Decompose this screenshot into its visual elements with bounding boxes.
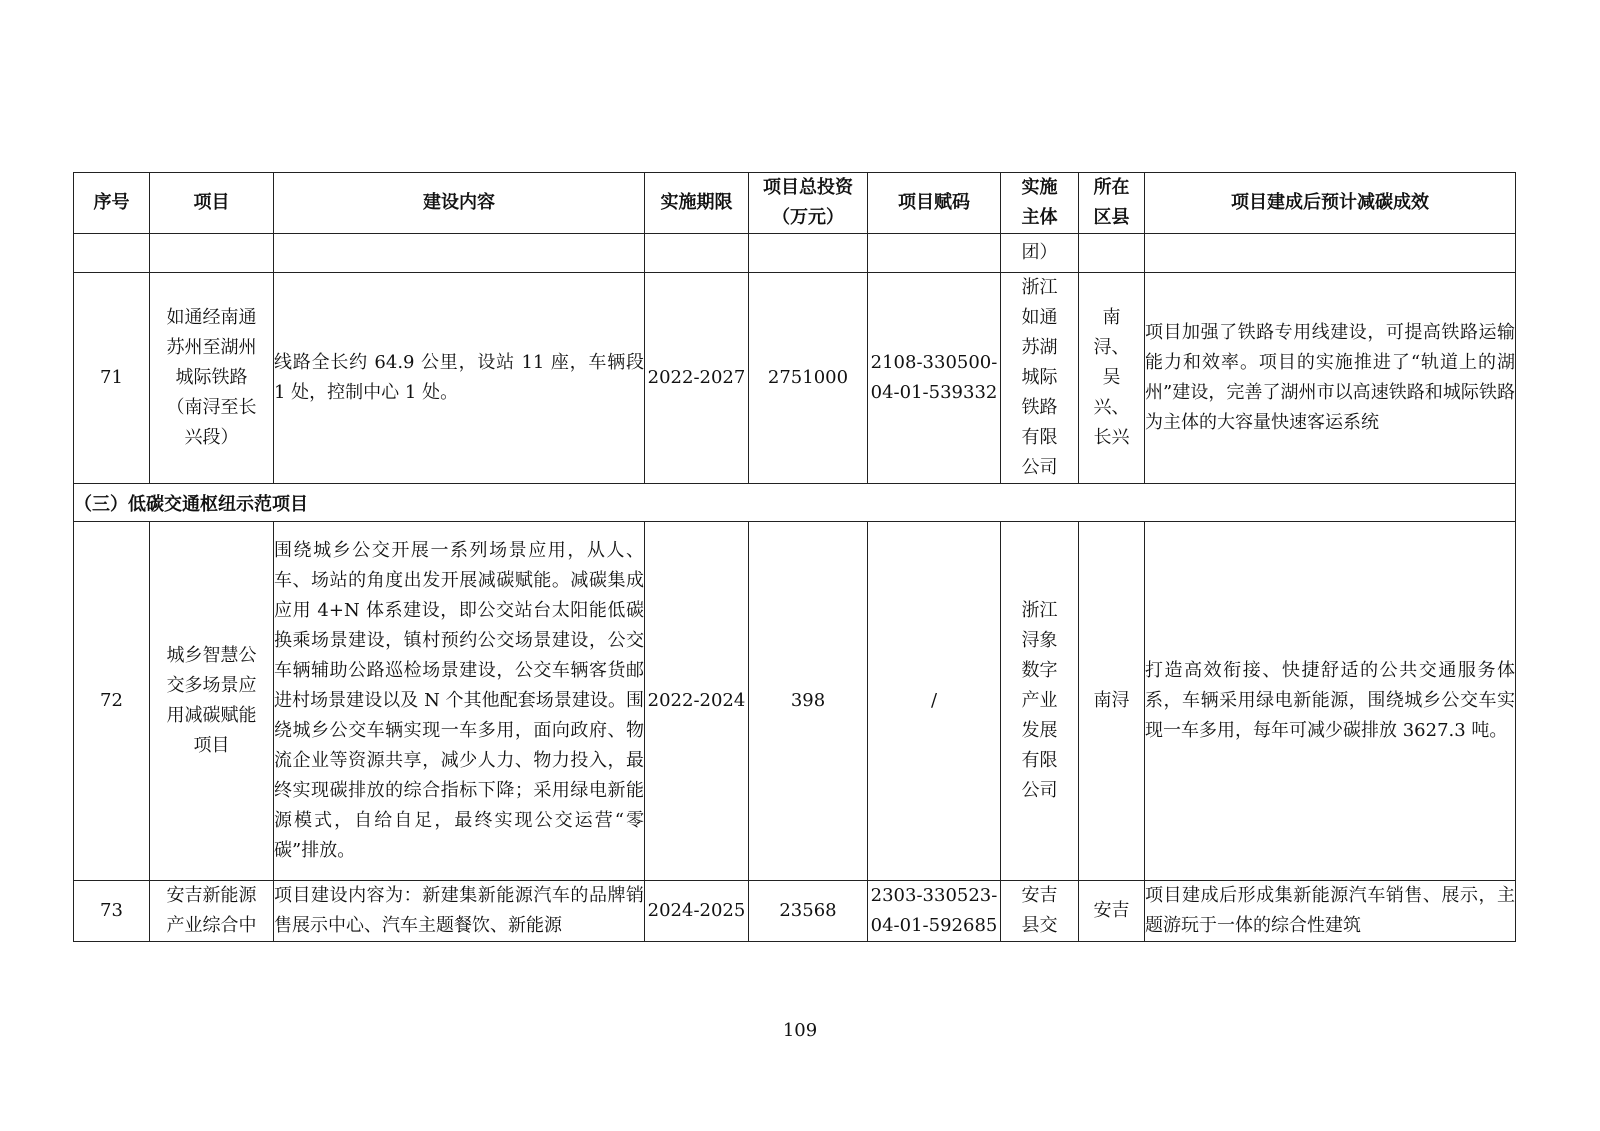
header-project: 项目: [150, 173, 274, 234]
row-district: 南 浔、 吴 兴、 长兴: [1079, 273, 1145, 484]
header-effect: 项目建成后预计减碳成效: [1145, 173, 1516, 234]
row-code: 2108-330500- 04-01-539332: [868, 273, 1001, 484]
entity-tail: 团）: [1001, 234, 1079, 273]
row-project: 安吉新能源 产业综合中: [150, 881, 274, 942]
row-period: 2022-2027: [645, 273, 749, 484]
row-code: /: [868, 522, 1001, 881]
row-investment: 398: [749, 522, 868, 881]
row-content: 线路全长约 64.9 公里，设站 11 座，车辆段 1 处，控制中心 1 处。: [274, 273, 645, 484]
header-period: 实施期限: [645, 173, 749, 234]
row-project: 城乡智慧公 交多场景应 用减碳赋能 项目: [150, 522, 274, 881]
row-effect: 项目加强了铁路专用线建设，可提高铁路运输能力和效率。项目的实施推进了“轨道上的湖州”建设，完善了湖州市以高速铁路和城际铁路为主体的大容量快速客运系统: [1145, 273, 1516, 484]
row-entity: 浙江 浔象 数字 产业 发展 有限 公司: [1001, 522, 1079, 881]
header-investment: 项目总投资 （万元）: [749, 173, 868, 234]
project-table: [73, 172, 1516, 942]
empty-cell: [1079, 234, 1145, 273]
row-entity: 安吉 县交: [1001, 881, 1079, 942]
row-no: 71: [74, 273, 150, 484]
empty-cell: [645, 234, 749, 273]
continuation-row: [74, 234, 1516, 273]
header-code: 项目赋码: [868, 173, 1001, 234]
section-row: [74, 484, 1516, 522]
header-no: 序号: [74, 173, 150, 234]
table-header-row: [74, 173, 1516, 234]
header-entity: 实施 主体: [1001, 173, 1079, 234]
table-row: [74, 881, 1516, 942]
empty-cell: [868, 234, 1001, 273]
row-investment: 23568: [749, 881, 868, 942]
row-period: 2024-2025: [645, 881, 749, 942]
row-investment: 2751000: [749, 273, 868, 484]
row-content: 项目建设内容为：新建集新能源汽车的品牌销售展示中心、汽车主题餐饮、新能源: [274, 881, 645, 942]
empty-cell: [274, 234, 645, 273]
header-content: 建设内容: [274, 173, 645, 234]
empty-cell: [150, 234, 274, 273]
empty-cell: [1145, 234, 1516, 273]
row-no: 73: [74, 881, 150, 942]
row-district: 安吉: [1079, 881, 1145, 942]
row-district: 南浔: [1079, 522, 1145, 881]
row-content: 围绕城乡公交开展一系列场景应用，从人、车、场站的角度出发开展减碳赋能。减碳集成应用 4+N 体系建设，即公交站台太阳能低碳换乘场景建设，镇村预约公交场景建设，公交车辆辅助公路巡检场景建设，公交车辆客货邮进村场景建设以及 N 个其他配套场景建设。围绕城乡公交车辆实现一车多用，面向政府、物流企业等资源共享，减少人力、物力投入，最终实现碳排放的综合指标下降；采用绿电新能源模式，自给自足，最终实现公交运营“零碳”排放。: [274, 522, 645, 881]
row-project: 如通经南通 苏州至湖州 城际铁路 （南浔至长 兴段）: [150, 273, 274, 484]
row-period: 2022-2024: [645, 522, 749, 881]
empty-cell: [749, 234, 868, 273]
table-row: [74, 273, 1516, 484]
row-effect: 打造高效衔接、快捷舒适的公共交通服务体系，车辆采用绿电新能源，围绕城乡公交车实现一车多用，每年可减少碳排放 3627.3 吨。: [1145, 522, 1516, 881]
table-row: [74, 522, 1516, 881]
row-code: 2303-330523- 04-01-592685: [868, 881, 1001, 942]
row-effect: 项目建成后形成集新能源汽车销售、展示，主题游玩于一体的综合性建筑: [1145, 881, 1516, 942]
page-number: 109: [782, 1020, 818, 1041]
empty-cell: [74, 234, 150, 273]
section-title: （三）低碳交通枢纽示范项目: [74, 484, 1516, 522]
row-entity: 浙江 如通 苏湖 城际 铁路 有限 公司: [1001, 273, 1079, 484]
header-district: 所在 区县: [1079, 173, 1145, 234]
row-no: 72: [74, 522, 150, 881]
